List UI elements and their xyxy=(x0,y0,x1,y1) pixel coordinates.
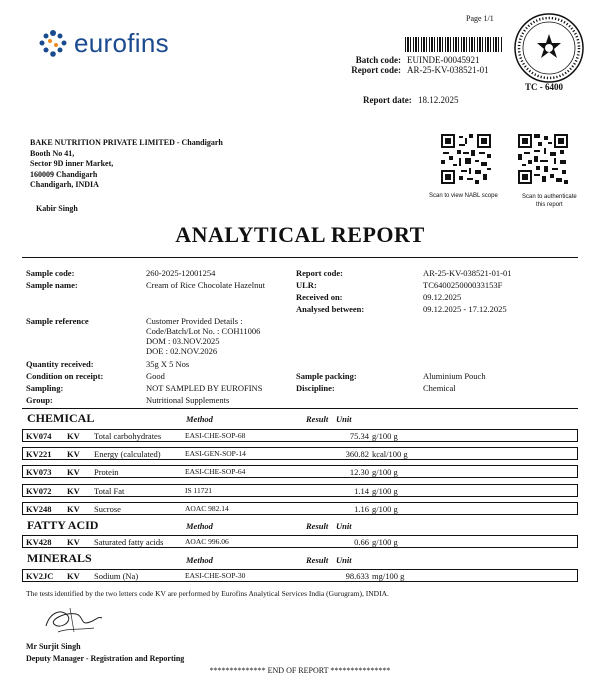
client-address-4: Chandigarh, INDIA xyxy=(30,180,99,189)
sample-reference-line: DOE : 02.NOV.2026 xyxy=(146,346,218,356)
parameter: Protein xyxy=(94,467,119,477)
lab-code: KV xyxy=(67,467,80,477)
quantity-label: Quantity received: xyxy=(26,359,94,369)
report-code-label: Report code: xyxy=(351,65,401,75)
result-row xyxy=(22,447,578,460)
ulr-value: TC640025000033153F xyxy=(423,280,503,290)
authenticate-qr-code[interactable] xyxy=(518,134,568,184)
qr-code-icon xyxy=(441,134,491,184)
result-unit: kcal/100 g xyxy=(372,449,408,459)
sampling-value: NOT SAMPLED BY EUROFINS xyxy=(146,383,263,393)
method: EASI-GEN-SOP-14 xyxy=(185,449,246,458)
lab-code: KV xyxy=(67,431,80,441)
section-title-chemical: CHEMICAL xyxy=(27,411,95,425)
analysed-label: Analysed between: xyxy=(296,304,365,314)
column-unit: Unit xyxy=(336,521,352,531)
discipline-value: Chemical xyxy=(423,383,456,393)
test-code: KV074 xyxy=(26,431,52,441)
result-value: 1.16 xyxy=(354,504,369,514)
parameter: Total Fat xyxy=(94,486,125,496)
qr-code-icon xyxy=(518,134,568,184)
client-address-2: Sector 9D inner Market, xyxy=(30,159,114,168)
sample-code-value: 260-2025-12001254 xyxy=(146,268,216,278)
column-unit: Unit xyxy=(336,414,352,424)
page-number: Page 1/1 xyxy=(466,14,494,23)
result-row xyxy=(22,484,578,497)
received-value: 09.12.2025 xyxy=(423,292,462,302)
batch-code-label: Batch code: xyxy=(355,55,401,65)
method: EASI-CHE-SOP-30 xyxy=(185,571,246,580)
authenticate-caption-line-2: this report xyxy=(536,202,563,208)
parameter: Saturated fatty acids xyxy=(94,537,164,547)
received-label: Received on: xyxy=(296,292,343,302)
info-report-code-value: AR-25-KV-038521-01-01 xyxy=(423,268,512,278)
sample-reference-line: Code/Batch/Lot No. : COH11006 xyxy=(146,326,261,336)
sample-reference-line: DOM : 03.NOV.2025 xyxy=(146,336,220,346)
column-result: Result xyxy=(306,521,329,531)
client-contact: Kabir Singh xyxy=(36,204,78,213)
result-unit: g/100 g xyxy=(372,486,398,496)
section-title-minerals: MINERALS xyxy=(27,551,92,565)
info-bottom-rule xyxy=(22,408,578,409)
eurofins-logo xyxy=(38,28,169,59)
result-row xyxy=(22,429,578,442)
report-title: ANALYTICAL REPORT xyxy=(175,222,425,247)
method: AOAC 982.14 xyxy=(185,504,229,513)
test-code: KV072 xyxy=(26,486,52,496)
signature-icon xyxy=(40,602,110,638)
lab-code: KV xyxy=(67,504,80,514)
accreditation-seal-icon xyxy=(513,12,585,84)
lab-code: KV xyxy=(67,571,80,581)
column-method: Method xyxy=(186,521,213,531)
sample-code-label: Sample code: xyxy=(26,268,75,278)
result-row xyxy=(22,465,578,478)
nabl-qr-caption: Scan to view NABL scope xyxy=(429,193,498,199)
end-of-report: ************** END OF REPORT *************** xyxy=(209,666,391,675)
sample-reference-value xyxy=(146,316,260,356)
test-code: KV428 xyxy=(26,537,52,547)
info-report-code-label: Report code: xyxy=(296,268,343,278)
result-value: 12.30 xyxy=(349,467,369,477)
test-code: KV073 xyxy=(26,467,52,477)
report-code-value: AR-25-KV-038521-01 xyxy=(407,65,489,75)
report-date-label: Report date: xyxy=(363,95,412,105)
group-label: Group: xyxy=(26,395,53,405)
method: EASI-CHE-SOP-64 xyxy=(185,467,246,476)
ulr-label: ULR: xyxy=(296,280,317,290)
sampling-label: Sampling: xyxy=(26,383,64,393)
sample-reference-line: Customer Provided Details : xyxy=(146,316,243,326)
sample-reference-label: Sample reference xyxy=(26,316,89,326)
batch-code-value: EUINDE-00045921 xyxy=(407,55,480,65)
method: EASI-CHE-SOP-68 xyxy=(185,431,246,440)
client-address-3: 160009 Chandigarh xyxy=(30,169,98,179)
test-code: KV248 xyxy=(26,504,52,514)
client-address-1: Booth No 41, xyxy=(30,148,75,158)
result-row xyxy=(22,569,578,582)
lab-code: KV xyxy=(67,537,80,547)
condition-label: Condition on receipt: xyxy=(26,371,104,381)
sample-name-label: Sample name: xyxy=(26,280,78,290)
column-unit: Unit xyxy=(336,555,352,565)
result-value: 0.66 xyxy=(354,537,369,547)
batch-code-row xyxy=(338,55,489,75)
quantity-value: 35g X 5 Nos xyxy=(146,359,190,369)
lab-code: KV xyxy=(67,486,80,496)
test-code: KV221 xyxy=(26,449,52,459)
section-title-fatty-acid: FATTY ACID xyxy=(27,518,99,532)
result-row xyxy=(22,535,578,548)
condition-value: Good xyxy=(146,371,165,381)
title-rule xyxy=(22,257,578,258)
sample-name-value: Cream of Rice Chocolate Hazelnut xyxy=(146,280,265,290)
parameter: Total carbohydrates xyxy=(94,431,162,441)
report-date-row xyxy=(363,95,459,105)
analysed-value: 09.12.2025 - 17.12.2025 xyxy=(423,304,507,314)
accreditation-number: TC - 6400 xyxy=(525,82,563,92)
authenticate-qr-caption xyxy=(522,193,577,209)
eurofins-dots-icon xyxy=(38,29,68,59)
test-code: KV2JC xyxy=(26,571,54,581)
discipline-label: Discipline: xyxy=(296,383,335,393)
client-block xyxy=(30,138,223,191)
group-value: Nutritional Supplements xyxy=(146,395,230,405)
nabl-qr-code[interactable] xyxy=(441,134,491,184)
column-method: Method xyxy=(186,555,213,565)
column-method: Method xyxy=(186,414,213,424)
batch-barcode xyxy=(405,37,503,52)
result-unit: g/100 g xyxy=(372,504,398,514)
logo-text: eurofins xyxy=(74,28,169,58)
signatory-name: Mr Surjit Singh xyxy=(26,642,81,651)
parameter: Sucrose xyxy=(94,504,121,514)
result-unit: g/100 g xyxy=(372,537,398,547)
result-unit: g/100 g xyxy=(372,467,398,477)
result-value: 360.82 xyxy=(345,449,369,459)
signatory-title: Deputy Manager - Registration and Reporting xyxy=(26,654,185,663)
report-date-value: 18.12.2025 xyxy=(418,95,459,105)
method: AOAC 996.06 xyxy=(185,537,229,546)
method: IS 11721 xyxy=(185,486,213,495)
column-result: Result xyxy=(306,555,329,565)
result-row xyxy=(22,502,578,515)
client-name: BAKE NUTRITION PRIVATE LIMITED - Chandigarh xyxy=(30,138,223,147)
parameter: Energy (calculated) xyxy=(94,449,161,459)
result-value: 98.633 xyxy=(345,571,369,581)
packing-value: Aluminium Pouch xyxy=(423,371,486,381)
packing-label: Sample packing: xyxy=(296,371,357,381)
parameter: Sodium (Na) xyxy=(94,571,139,581)
column-result: Result xyxy=(306,414,329,424)
footnote: The tests identified by the two letters code KV are performed by Eurofins Analytical Services India (Gurugram), INDIA. xyxy=(26,589,389,598)
authenticate-caption-line-1: Scan to authenticate xyxy=(522,194,577,200)
result-unit: mg/100 g xyxy=(372,571,405,581)
result-unit: g/100 g xyxy=(372,431,398,441)
lab-code: KV xyxy=(67,449,80,459)
result-value: 75.34 xyxy=(349,431,369,441)
result-value: 1.14 xyxy=(354,486,369,496)
